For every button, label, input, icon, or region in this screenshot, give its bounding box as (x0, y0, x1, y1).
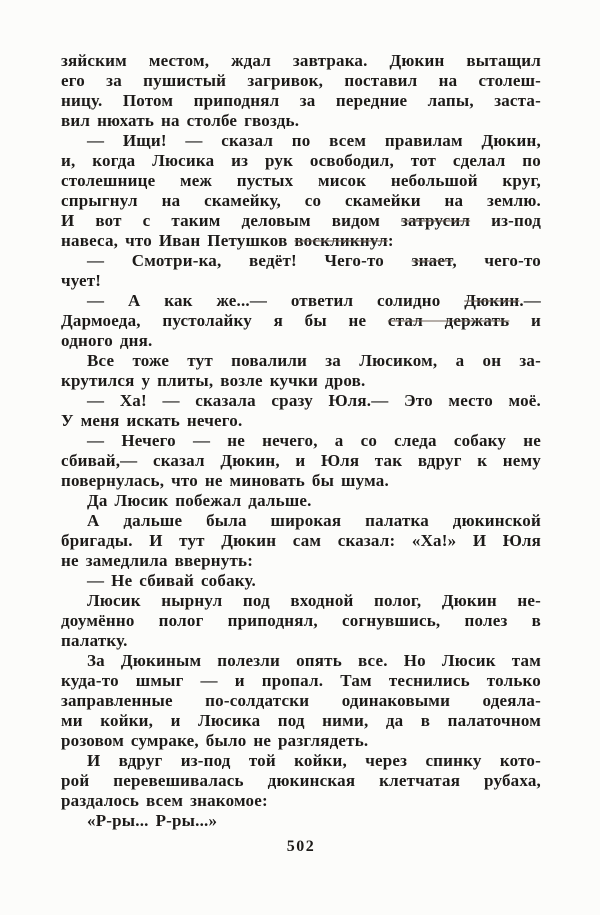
text-line: вил нюхать на столбе гвоздь. (61, 111, 300, 130)
smudged-word: воскликнул (294, 231, 388, 250)
text-line: его за пушистый загривок, поставил на столеш- (61, 71, 541, 90)
text-line: — Не сбивай собаку. (87, 571, 256, 590)
text-line: куда-то шмыг — и пропал. Там теснились только (61, 671, 541, 690)
page-number: 502 (286, 838, 316, 855)
text-line: и, когда Люсика из рук освободил, тот сделал по (61, 151, 541, 170)
text-line: доумённо полог приподнял, согнувшись, полез в (61, 611, 541, 630)
smudged-word: Дюкин (464, 291, 520, 310)
text-line: чует! (61, 271, 102, 290)
page-text (61, 51, 541, 831)
text-line: — Ха! — сказала сразу Юля.— Это место моё. (87, 391, 541, 410)
text-line: Люсик нырнул под входной полог, Дюкин не- (87, 591, 541, 610)
text-line: навеса, что Иван Петушков воскликнул: (61, 231, 394, 250)
text-line: повернулась, что не миновать бы шума. (61, 471, 389, 490)
smudged-word: стал держать (387, 311, 510, 330)
text-line: Дармоеда, пустолайку я бы не стал держать и (61, 311, 541, 330)
text-line: Все тоже тут повалили за Люсиком, а он за- (87, 351, 541, 370)
text-line: И вот с таким деловым видом затрусил из-под (61, 211, 541, 230)
text-line: не замедлила ввернуть: (61, 551, 254, 570)
text-line: ми койки, и Люсика под ними, да в палаточном (61, 711, 541, 730)
text-line: палатку. (61, 631, 128, 650)
text-line: У меня искать нечего. (61, 411, 243, 430)
smudged-word: затрусил (401, 211, 471, 230)
text-line: И вдруг из-под той койки, через спинку кото- (87, 751, 541, 770)
text-line: ницу. Потом приподнял за передние лапы, заста- (61, 91, 541, 110)
text-line: спрыгнул на скамейку, со скамейки на землю. (61, 191, 541, 210)
text-line: Да Люсик побежал дальше. (87, 491, 312, 510)
text-line: раздалось всем знакомое: (61, 791, 268, 810)
text-line: — Ищи! — сказал по всем правилам Дюкин, (87, 131, 541, 150)
text-line: розовом сумраке, было не разглядеть. (61, 731, 369, 750)
text-line: рой перевешивалась дюкинская клетчатая рубаха, (61, 771, 541, 790)
text-line: заправленные по-солдатски одинаковыми одеяла- (61, 691, 541, 710)
text-line: А дальше была широкая палатка дюкинской (87, 511, 541, 530)
text-line: бригады. И тут Дюкин сам сказал: «Ха!» И Юля (61, 531, 541, 550)
text-line: — А как же...— ответил солидно Дюкин.— (87, 291, 541, 310)
text-line: зяйским местом, ждал завтрака. Дюкин вытащил (61, 51, 541, 70)
text-line: — Нечего — не нечего, а со следа собаку не (87, 431, 541, 450)
text-line: крутился у плиты, возле кучки дров. (61, 371, 366, 390)
text-line: «Р-ры... Р-ры...» (87, 811, 218, 830)
text-line: одного дня. (61, 331, 153, 350)
text-line: сбивай,— сказал Дюкин, и Юля так вдруг к нему (61, 451, 541, 470)
smudged-word: знает (411, 251, 453, 270)
text-line: За Дюкиным полезли опять все. Но Люсик там (87, 651, 541, 670)
text-line: столешнице меж пустых мисок небольшой круг, (61, 171, 541, 190)
text-line: — Смотри-ка, ведёт! Чего-то знает, чего-то (87, 251, 541, 270)
